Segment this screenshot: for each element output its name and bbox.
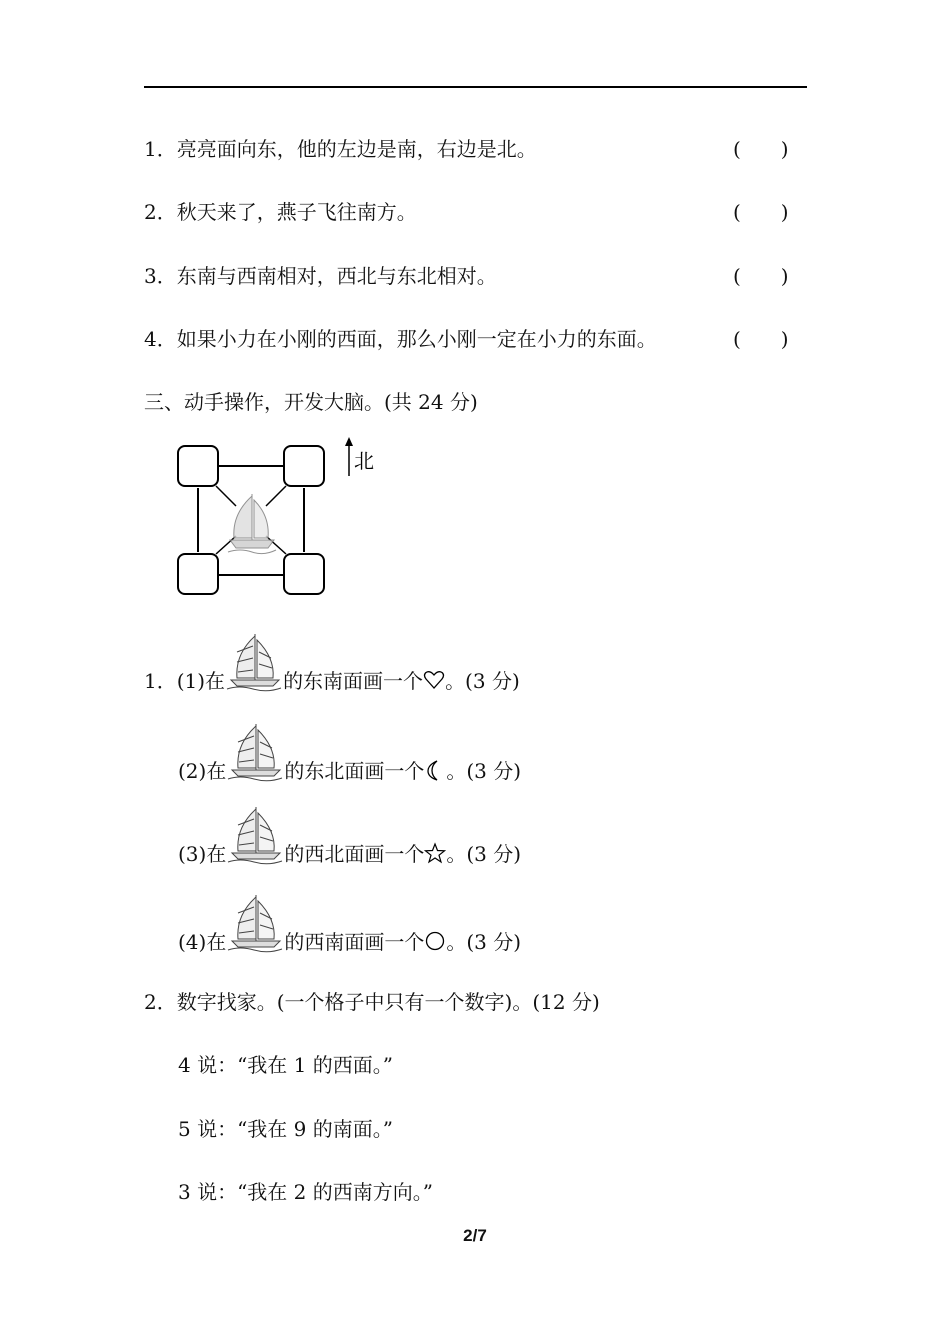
q1-item-4 — [178, 893, 521, 972]
grid-svg — [170, 434, 390, 604]
circle-outline-icon — [424, 930, 446, 952]
star-outline-icon — [424, 842, 446, 864]
q2-clue-1: 4 说：“我在 1 的西面。” — [178, 1053, 393, 1077]
north-arrow-icon — [345, 437, 353, 476]
answer-paren-4[interactable]: ( ) — [733, 327, 789, 351]
answer-paren-2[interactable]: ( ) — [733, 200, 789, 224]
q1-item-1-suffix: 。(3 分) — [445, 669, 520, 693]
q1-item-3-suffix: 。(3 分) — [446, 842, 522, 866]
judge-item-1: 1．亮亮面向东，他的左边是南，右边是北。 — [144, 137, 537, 161]
crescent-moon-icon — [424, 759, 446, 781]
q1-item-4-middle: 的西南面画一个 — [284, 930, 425, 954]
judge-item-3: 3．东南与西南相对，西北与东北相对。 — [144, 264, 497, 288]
q1-item-1-middle: 的东南面画一个 — [283, 669, 424, 693]
q1-item-1 — [144, 632, 520, 711]
compass-grid-diagram — [170, 434, 390, 604]
q1-item-2 — [178, 722, 521, 801]
north-label: 北 — [354, 449, 374, 473]
q1-item-1-prefix: 1．(1)在 — [144, 669, 226, 693]
q1-item-3-middle: 的西北面画一个 — [284, 842, 425, 866]
top-rule — [144, 86, 807, 88]
heart-outline-icon — [423, 669, 445, 691]
q1-item-2-prefix: (2)在 — [178, 759, 227, 783]
judge-item-2: 2．秋天来了，燕子飞往南方。 — [144, 200, 417, 224]
corner-box-se[interactable] — [284, 554, 324, 594]
q2-clue-3: 3 说：“我在 2 的西南方向。” — [178, 1180, 433, 1204]
q1-item-3 — [178, 805, 521, 884]
corner-box-sw[interactable] — [178, 554, 218, 594]
answer-paren-1[interactable]: ( ) — [733, 137, 789, 161]
sailboat-icon — [226, 805, 284, 865]
corner-box-ne[interactable] — [284, 446, 324, 486]
q2-title: 2．数字找家。(一个格子中只有一个数字)。(12 分) — [144, 990, 600, 1014]
q1-item-4-prefix: (4)在 — [178, 930, 227, 954]
sailboat-icon — [225, 632, 283, 692]
page-number: 2/7 — [463, 1226, 487, 1245]
sailboat-icon — [226, 893, 284, 953]
sailboat-icon — [226, 722, 284, 782]
corner-box-nw[interactable] — [178, 446, 218, 486]
q1-item-4-suffix: 。(3 分) — [446, 930, 522, 954]
q1-item-2-suffix: 。(3 分) — [446, 759, 522, 783]
q2-clue-2: 5 说：“我在 9 的南面。” — [178, 1117, 393, 1141]
judge-item-4: 4．如果小力在小刚的西面，那么小刚一定在小力的东面。 — [144, 327, 657, 351]
answer-paren-3[interactable]: ( ) — [733, 264, 789, 288]
section-3-title: 三、动手操作，开发大脑。(共 24 分) — [144, 390, 478, 414]
q1-item-2-middle: 的东北面画一个 — [284, 759, 425, 783]
q1-item-3-prefix: (3)在 — [178, 842, 227, 866]
